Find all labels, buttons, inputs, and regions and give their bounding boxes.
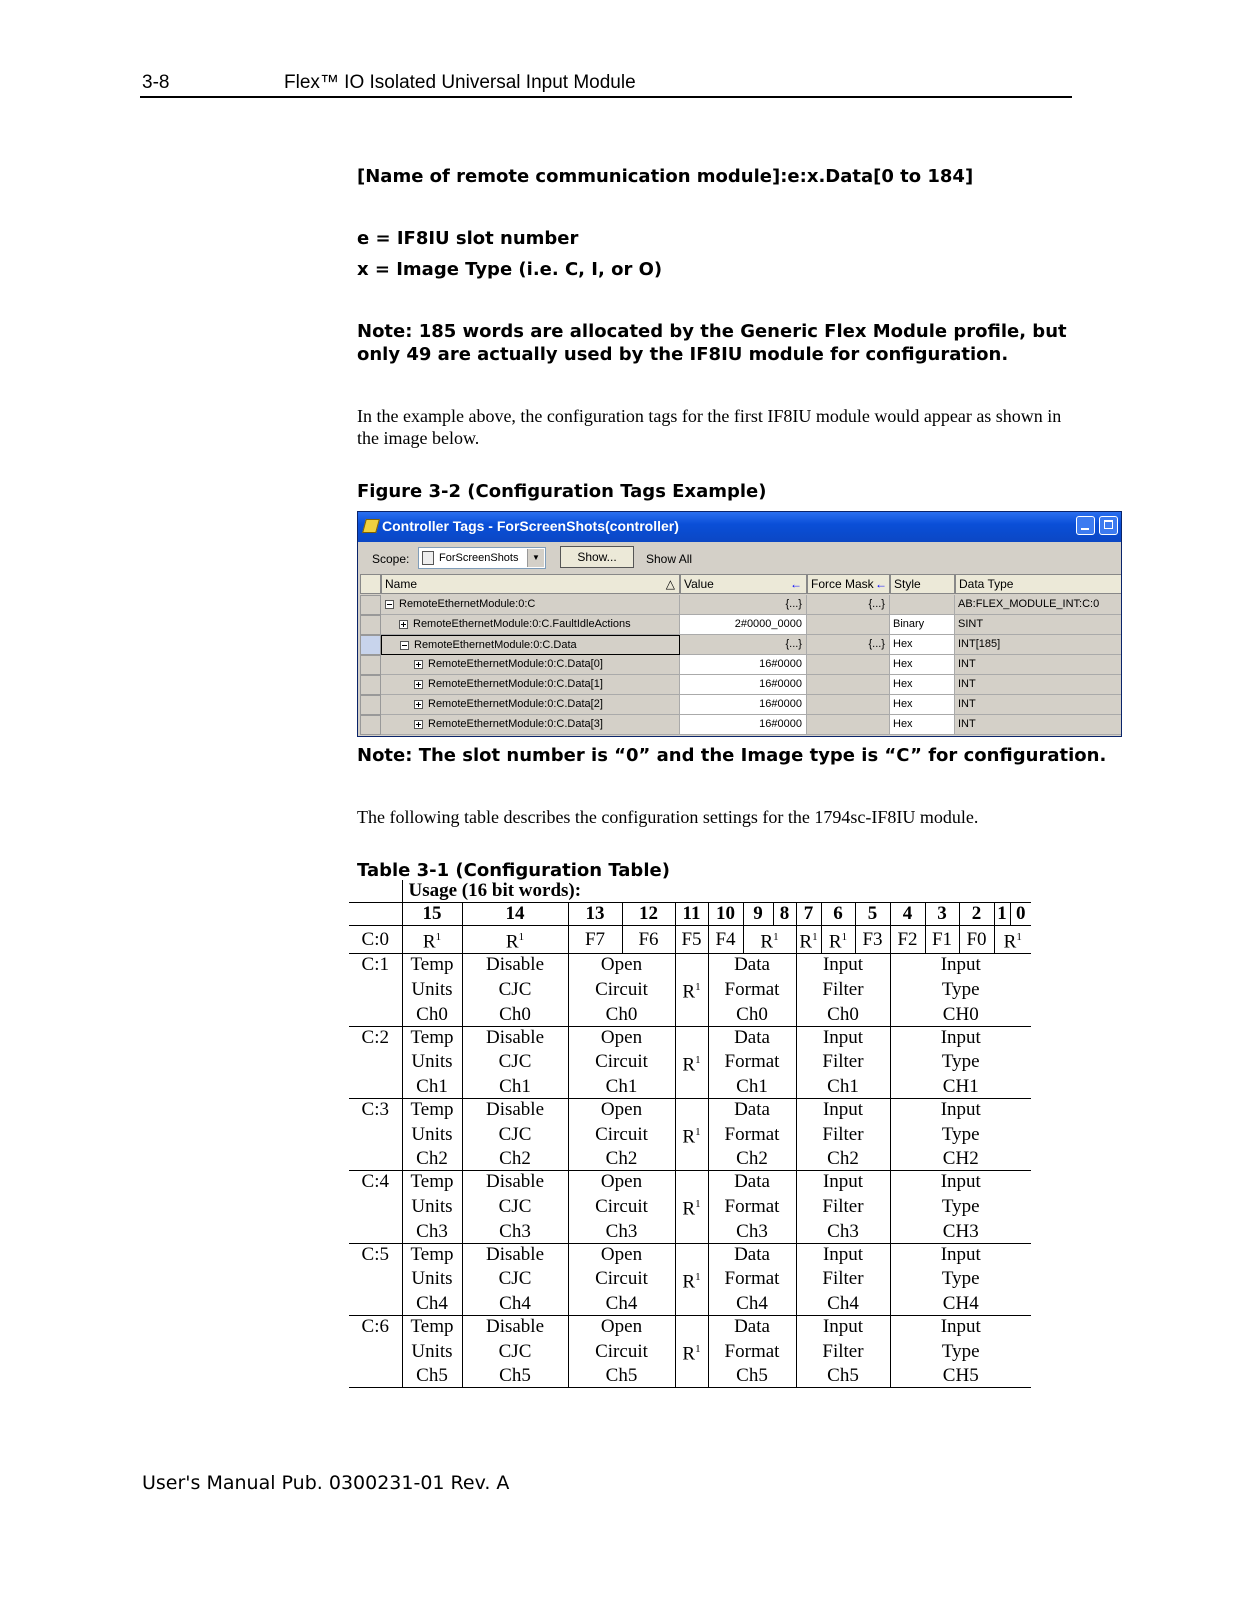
data-format: Data [708, 1243, 796, 1266]
input-filter: Filter [796, 1266, 890, 1293]
bit-number: 13 [568, 903, 622, 926]
scope-value: ForScreenShots [439, 552, 519, 564]
expand-icon[interactable] [414, 680, 423, 689]
temp-units: Ch0 [402, 1004, 462, 1027]
input-filter: Ch2 [796, 1148, 890, 1171]
word-row-line [349, 1193, 1031, 1220]
word-row-line [349, 1049, 1031, 1076]
row-header[interactable] [360, 595, 381, 615]
tag-value[interactable]: 16#0000 [680, 715, 807, 735]
footer-publication: User's Manual Pub. 0300231-01 Rev. A [142, 1472, 510, 1494]
tag-force-mask [807, 675, 890, 695]
tag-data-type: INT [955, 675, 1122, 695]
word-row-line [349, 1315, 1031, 1338]
arrow-left-icon: ← [790, 577, 802, 591]
input-type: Input [890, 1315, 1031, 1338]
temp-units: Ch1 [402, 1076, 462, 1099]
expand-icon[interactable] [414, 660, 423, 669]
input-filter: Filter [796, 976, 890, 1003]
open-circuit: Circuit [568, 976, 675, 1003]
data-format: Ch5 [708, 1365, 796, 1388]
bit-number: 10 [708, 903, 743, 926]
reserved-bit [675, 1171, 708, 1194]
reserved-bit: $R^1$ [402, 926, 462, 954]
row-header[interactable] [360, 715, 381, 735]
input-type: CH0 [890, 1004, 1031, 1027]
disable-cjc: Ch5 [462, 1365, 568, 1388]
tag-value[interactable]: 16#0000 [680, 695, 807, 715]
word-label [349, 1293, 402, 1316]
temp-units: Temp [402, 1315, 462, 1338]
tag-path-syntax: [Name of remote communication module]:e:x.Data[0 to 184] [357, 166, 974, 187]
tag-name: RemoteEthernetModule:0:C.Data[2] [381, 695, 680, 715]
word-row-line [349, 1266, 1031, 1293]
table-row[interactable] [358, 595, 1122, 615]
disable-cjc: CJC [462, 1193, 568, 1220]
open-circuit: Circuit [568, 1266, 675, 1293]
row-header[interactable] [360, 655, 381, 675]
row-header[interactable] [360, 695, 381, 715]
data-format: Ch0 [708, 1004, 796, 1027]
temp-units: Ch4 [402, 1293, 462, 1316]
maximize-button[interactable] [1099, 516, 1118, 535]
reserved-bit: $R^1$ [462, 926, 568, 954]
word-row-c0 [349, 926, 1031, 954]
data-format: Ch4 [708, 1293, 796, 1316]
empty-cell [349, 880, 402, 903]
tag-value[interactable]: 16#0000 [680, 655, 807, 675]
reserved-bit [675, 1076, 708, 1099]
temp-units: Units [402, 1266, 462, 1293]
table-row[interactable] [358, 695, 1122, 715]
tag-name: RemoteEthernetModule:0:C.Data[0] [381, 655, 680, 675]
table-intro-paragraph: The following table describes the configuration settings for the 1794sc-IF8IU module. [357, 807, 979, 827]
fault-bit: F4 [708, 926, 743, 954]
table-caption: Table 3-1 (Configuration Table) [357, 860, 670, 881]
tag-force-mask [807, 655, 890, 675]
reserved-bit: $R^1$ [675, 1338, 708, 1365]
controller-tags-window [357, 511, 1122, 737]
disable-cjc: Disable [462, 1026, 568, 1049]
reserved-bit: $R^1$ [675, 1193, 708, 1220]
temp-units: Ch5 [402, 1365, 462, 1388]
word-row-line [349, 954, 1031, 977]
open-circuit: Ch1 [568, 1076, 675, 1099]
e-definition: e = IF8IU slot number [357, 228, 579, 249]
column-header-data-type[interactable]: Data Type [955, 574, 1122, 594]
temp-units: Temp [402, 1098, 462, 1121]
scope-dropdown[interactable] [418, 547, 546, 569]
disable-cjc: Ch4 [462, 1293, 568, 1316]
fault-bit: F3 [855, 926, 890, 954]
word-label [349, 1004, 402, 1027]
disable-cjc: CJC [462, 1266, 568, 1293]
open-circuit: Ch0 [568, 1004, 675, 1027]
word-label [349, 1193, 402, 1220]
figure-caption: Figure 3-2 (Configuration Tags Example) [357, 481, 767, 502]
data-format: Format [708, 1193, 796, 1220]
input-type: CH4 [890, 1293, 1031, 1316]
word-label [349, 1221, 402, 1244]
bit-number: 5 [855, 903, 890, 926]
scope-label: Scope: [372, 552, 410, 566]
column-header-style[interactable]: Style [890, 574, 955, 594]
reserved-bit [675, 1098, 708, 1121]
show-filter-text: Show All [646, 552, 693, 566]
tag-value: {...} [680, 595, 807, 615]
fault-bit: F2 [890, 926, 925, 954]
word-row-line [349, 1026, 1031, 1049]
word-row-line [349, 1338, 1031, 1365]
data-format: Data [708, 954, 796, 977]
fault-bit: F0 [959, 926, 994, 954]
note-slot-image-type: Note: The slot number is “0” and the Image type is “C” for configuration. [357, 745, 1107, 766]
word-label [349, 1338, 402, 1365]
tag-name: RemoteEthernetModule:0:C.Data[1] [381, 675, 680, 695]
word-label: C:3 [361, 1098, 389, 1120]
column-header-value[interactable]: Value ← [680, 574, 807, 594]
input-filter: Ch0 [796, 1004, 890, 1027]
reserved-bit [675, 1293, 708, 1316]
input-filter: Input [796, 1026, 890, 1049]
input-filter: Ch3 [796, 1221, 890, 1244]
input-type: Type [890, 1266, 1031, 1293]
input-filter: Ch1 [796, 1076, 890, 1099]
open-circuit: Circuit [568, 1121, 675, 1148]
bit-number: 8 [773, 903, 796, 926]
data-format: Format [708, 1338, 796, 1365]
disable-cjc: Disable [462, 1315, 568, 1338]
input-type: Input [890, 1171, 1031, 1194]
data-format: Format [708, 1049, 796, 1076]
tags-toolbar [358, 542, 1122, 574]
reserved-bit: $R^1$ [994, 926, 1031, 954]
table-row[interactable] [358, 615, 1122, 635]
word-label [349, 1049, 402, 1076]
word-row-line [349, 1171, 1031, 1194]
tag-style[interactable]: Hex [890, 715, 955, 735]
reserved-bit [675, 1315, 708, 1338]
open-circuit: Open [568, 954, 675, 977]
open-circuit: Ch2 [568, 1148, 675, 1171]
fault-bit: F5 [675, 926, 708, 954]
data-format: Ch2 [708, 1148, 796, 1171]
input-filter: Filter [796, 1193, 890, 1220]
reserved-bit [675, 1026, 708, 1049]
input-filter: Input [796, 954, 890, 977]
usage-header: Usage (16 bit words): [402, 880, 1031, 903]
table-row[interactable] [358, 675, 1122, 695]
reserved-bit [675, 954, 708, 977]
open-circuit: Circuit [568, 1338, 675, 1365]
usage-header-row [349, 880, 1031, 903]
word-row-line [349, 976, 1031, 1003]
pencil-icon [362, 519, 380, 533]
reserved-bit [675, 1148, 708, 1171]
table-row[interactable] [358, 715, 1122, 735]
word-row-line [349, 1121, 1031, 1148]
input-type: Type [890, 1121, 1031, 1148]
disable-cjc: Ch3 [462, 1221, 568, 1244]
word-label: C:0 [361, 928, 389, 950]
word-label: C:1 [361, 954, 389, 976]
expand-icon[interactable] [399, 620, 408, 629]
fault-bit: F6 [622, 926, 675, 954]
sort-triangle-icon: △ [665, 577, 675, 591]
data-format: Format [708, 1121, 796, 1148]
reserved-bit: $R^1$ [743, 926, 796, 954]
input-type: Input [890, 1243, 1031, 1266]
bit-number: 7 [796, 903, 821, 926]
tag-data-type: INT [955, 695, 1122, 715]
window-title: Controller Tags - ForScreenShots(controller) [382, 518, 679, 534]
minimize-button[interactable] [1076, 516, 1095, 535]
running-header-title: Flex™ IO Isolated Universal Input Module [284, 72, 636, 93]
arrow-left-icon: ← [875, 577, 887, 591]
disable-cjc: Disable [462, 1243, 568, 1266]
word-row-line [349, 1004, 1031, 1027]
bit-number: 3 [925, 903, 959, 926]
minimize-icon [1081, 528, 1089, 530]
word-label [349, 1121, 402, 1148]
row-header-corner [360, 574, 381, 594]
row-header[interactable] [360, 675, 381, 695]
tag-name: RemoteEthernetModule:0:C.Data[3] [381, 715, 680, 735]
table-row[interactable] [358, 655, 1122, 675]
tag-style[interactable]: Hex [890, 695, 955, 715]
open-circuit: Ch5 [568, 1365, 675, 1388]
word-label [349, 1266, 402, 1293]
word-row-line [349, 1148, 1031, 1171]
bit-number: 2 [959, 903, 994, 926]
window-titlebar [358, 512, 1122, 542]
data-format: Ch1 [708, 1076, 796, 1099]
data-format: Data [708, 1315, 796, 1338]
fault-bit: F1 [925, 926, 959, 954]
word-row-line [349, 1365, 1031, 1388]
open-circuit: Circuit [568, 1193, 675, 1220]
word-label [349, 976, 402, 1003]
input-filter: Filter [796, 1121, 890, 1148]
reserved-bit [675, 1004, 708, 1027]
table-row[interactable] [358, 635, 1122, 655]
data-format: Format [708, 976, 796, 1003]
input-filter: Filter [796, 1338, 890, 1365]
word-label: C:2 [361, 1026, 389, 1048]
row-header[interactable] [360, 635, 381, 655]
temp-units: Units [402, 1049, 462, 1076]
input-type: Type [890, 1338, 1031, 1365]
input-type: CH2 [890, 1148, 1031, 1171]
open-circuit: Open [568, 1315, 675, 1338]
reserved-bit: $R^1$ [796, 926, 821, 954]
collapse-icon[interactable] [385, 600, 394, 609]
word-label: C:6 [361, 1315, 389, 1337]
temp-units: Units [402, 1338, 462, 1365]
input-type: Type [890, 976, 1031, 1003]
collapse-icon[interactable] [400, 641, 409, 650]
tag-name: RemoteEthernetModule:0:C.Data [381, 635, 680, 655]
disable-cjc: CJC [462, 976, 568, 1003]
disable-cjc: Disable [462, 954, 568, 977]
tag-value[interactable]: 2#0000_0000 [680, 615, 807, 635]
word-row-line [349, 1221, 1031, 1244]
word-row-line [349, 1293, 1031, 1316]
open-circuit: Open [568, 1171, 675, 1194]
tag-data-type: INT[185] [955, 635, 1122, 655]
temp-units: Temp [402, 1243, 462, 1266]
disable-cjc: Disable [462, 1171, 568, 1194]
show-button[interactable]: Show... [560, 546, 634, 568]
reserved-bit [675, 1365, 708, 1388]
word-row-line [349, 1076, 1031, 1099]
x-definition: x = Image Type (i.e. C, I, or O) [357, 259, 663, 280]
word-row-line [349, 1243, 1031, 1266]
tag-data-type: AB:FLEX_MODULE_INT:C:0 [955, 595, 1122, 615]
input-type: CH3 [890, 1221, 1031, 1244]
temp-units: Units [402, 1121, 462, 1148]
input-type: Input [890, 954, 1031, 977]
word-label [349, 1148, 402, 1171]
bit-number: 11 [675, 903, 708, 926]
bit-number-row [349, 903, 1031, 926]
configuration-table [349, 880, 1031, 1388]
open-circuit: Circuit [568, 1049, 675, 1076]
tag-value: {...} [680, 635, 807, 655]
bit-number: 4 [890, 903, 925, 926]
input-filter: Ch5 [796, 1365, 890, 1388]
input-filter: Input [796, 1315, 890, 1338]
disable-cjc: Ch2 [462, 1148, 568, 1171]
tag-style[interactable]: Hex [890, 655, 955, 675]
tag-style[interactable]: Hex [890, 635, 955, 655]
temp-units: Units [402, 1193, 462, 1220]
tag-style [890, 595, 955, 615]
disable-cjc: Ch1 [462, 1076, 568, 1099]
tag-force-mask [807, 615, 890, 635]
temp-units: Temp [402, 954, 462, 977]
expand-icon[interactable] [414, 700, 423, 709]
row-header[interactable] [360, 615, 381, 635]
open-circuit: Ch4 [568, 1293, 675, 1316]
disable-cjc: CJC [462, 1049, 568, 1076]
tag-force-mask [807, 715, 890, 735]
temp-units: Temp [402, 1026, 462, 1049]
disable-cjc: Disable [462, 1098, 568, 1121]
tag-value[interactable]: 16#0000 [680, 675, 807, 695]
input-type: CH1 [890, 1076, 1031, 1099]
tag-style[interactable]: Hex [890, 675, 955, 695]
reserved-bit: $R^1$ [675, 1121, 708, 1148]
bit-number: 15 [402, 903, 462, 926]
bit-number: 1 [994, 903, 1010, 926]
tag-data-type: SINT [955, 615, 1122, 635]
input-filter: Filter [796, 1049, 890, 1076]
reserved-bit: $R^1$ [821, 926, 855, 954]
open-circuit: Open [568, 1098, 675, 1121]
disable-cjc: CJC [462, 1338, 568, 1365]
reserved-bit: $R^1$ [675, 1266, 708, 1293]
tag-style[interactable]: Binary [890, 615, 955, 635]
open-circuit: Ch3 [568, 1221, 675, 1244]
input-type: CH5 [890, 1365, 1031, 1388]
input-filter: Input [796, 1098, 890, 1121]
open-circuit: Open [568, 1026, 675, 1049]
temp-units: Units [402, 976, 462, 1003]
chevron-down-icon[interactable]: ▼ [527, 549, 544, 567]
reserved-bit: $R^1$ [675, 976, 708, 1003]
data-format: Format [708, 1266, 796, 1293]
maximize-icon [1104, 520, 1113, 529]
tag-data-type: INT [955, 715, 1122, 735]
input-filter: Input [796, 1171, 890, 1194]
page-number: 3-8 [142, 72, 170, 93]
disable-cjc: Ch0 [462, 1004, 568, 1027]
tag-force-mask [807, 695, 890, 715]
input-filter: Input [796, 1243, 890, 1266]
controller-icon [422, 551, 434, 565]
tag-data-type: INT [955, 655, 1122, 675]
bit-number: 14 [462, 903, 568, 926]
word-label: C:5 [361, 1243, 389, 1265]
reserved-bit [675, 1221, 708, 1244]
data-format: Data [708, 1171, 796, 1194]
tag-name: RemoteEthernetModule:0:C [381, 595, 680, 615]
intro-paragraph: In the example above, the configuration tags for the first IF8IU module would appear as shown in the image below. [357, 406, 1062, 448]
word-label: C:4 [361, 1171, 389, 1193]
disable-cjc: CJC [462, 1121, 568, 1148]
input-type: Input [890, 1098, 1031, 1121]
tag-name: RemoteEthernetModule:0:C.FaultIdleActions [381, 615, 680, 635]
bit-number: 0 [1010, 903, 1031, 926]
column-header-force-mask[interactable]: Force Mask ← [807, 574, 890, 594]
reserved-bit [675, 1243, 708, 1266]
input-type: Input [890, 1026, 1031, 1049]
word-row-line [349, 1098, 1031, 1121]
expand-icon[interactable] [414, 720, 423, 729]
temp-units: Temp [402, 1171, 462, 1194]
open-circuit: Open [568, 1243, 675, 1266]
fault-bit: F7 [568, 926, 622, 954]
temp-units: Ch3 [402, 1221, 462, 1244]
bit-number: 9 [743, 903, 773, 926]
data-format: Data [708, 1098, 796, 1121]
tag-force-mask: {...} [807, 595, 890, 615]
bit-number: 6 [821, 903, 855, 926]
word-label [349, 1365, 402, 1388]
data-format: Data [708, 1026, 796, 1049]
note-allocation: Note: 185 words are allocated by the Generic Flex Module profile, but only 49 are actually used by the IF8IU module for configuration. [357, 321, 1067, 365]
reserved-bit: $R^1$ [675, 1049, 708, 1076]
input-filter: Ch4 [796, 1293, 890, 1316]
data-format: Ch3 [708, 1221, 796, 1244]
tag-force-mask: {...} [807, 635, 890, 655]
empty-cell [349, 903, 402, 926]
word-label [349, 1076, 402, 1099]
input-type: Type [890, 1049, 1031, 1076]
column-header-name[interactable]: Name △ [381, 574, 680, 594]
input-type: Type [890, 1193, 1031, 1220]
bit-number: 12 [622, 903, 675, 926]
header-rule [140, 96, 1072, 98]
temp-units: Ch2 [402, 1148, 462, 1171]
